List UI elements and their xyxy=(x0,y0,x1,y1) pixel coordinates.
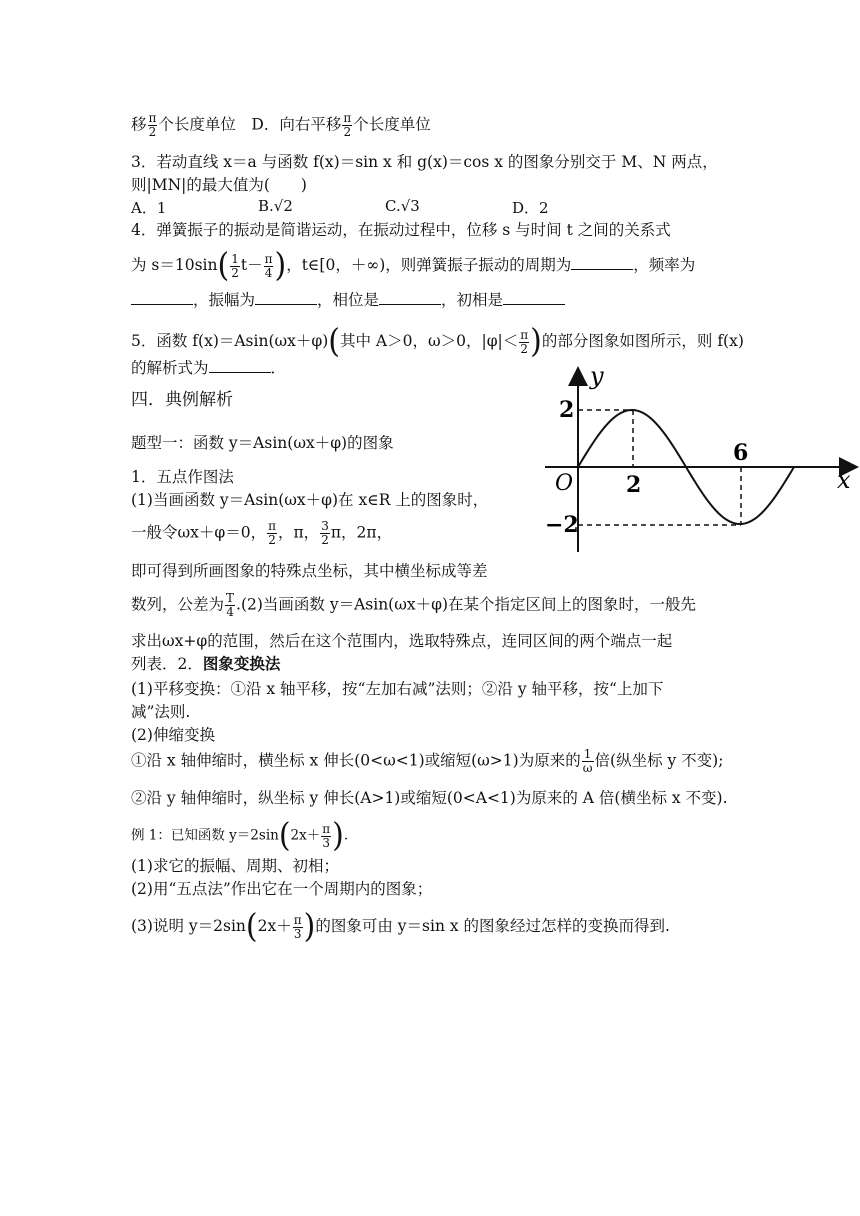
text: 个长度单位 xyxy=(353,115,431,134)
one-half-fraction: $\frac{1}{2}$ xyxy=(231,251,239,280)
y-max-label: 2 xyxy=(559,397,575,423)
method-2-line-5: ②沿 y 轴伸缩时，纵坐标 y 伸长(A>1)或缩短(0<A<1)为原来的 A 倍(横坐标 x 不变). xyxy=(131,789,728,807)
example-1-title: 例 1：已知函数 y＝2sin(2x＋ $\frac{\pi}{3}$ ). xyxy=(131,816,349,855)
one-over-omega-fraction: $\frac{1}{\omega}$ xyxy=(582,747,593,775)
y-axis-label: y xyxy=(590,362,604,390)
example-1-part-2: (2)用“五点法”作出它在一个周期内的图象； xyxy=(131,880,433,898)
pi-over-2-fraction: $\frac{\pi}{2}$ xyxy=(343,111,352,139)
example-1-part-1: (1)求它的振幅、周期、初相； xyxy=(131,857,339,875)
q5-line-2: 的解析式为 ． xyxy=(131,359,287,377)
text: 个长度单位 D．向右平移 xyxy=(158,115,342,134)
method-1-line-4: 数列，公差为 $\frac{T}{4}$ .(2)当画函数 y＝Asin(ωx＋φ)在某个指定区间上的图象时，一般先 xyxy=(131,591,697,619)
x-axis-label: x xyxy=(837,466,851,494)
method-2-line-3: (2)伸缩变换 xyxy=(131,726,215,744)
method-1-title: 1．五点作图法 xyxy=(131,468,234,486)
y-min-label: −2 xyxy=(545,512,579,538)
q3-line-2: 则|MN|的最大值为( ) xyxy=(131,176,307,194)
example-1-part-3: (3)说明 y＝2sin(2x＋ $\frac{\pi}{3}$ )的图象可由 y＝sin x 的图象经过怎样的变换而得到. xyxy=(131,907,670,946)
q3-line-1: 3．若动直线 x＝a 与函数 f(x)＝sin x 和 g(x)＝cos x 的图象分别交于 M、N 两点， xyxy=(131,153,718,171)
answer-blank xyxy=(503,290,565,305)
answer-blank xyxy=(571,255,633,270)
pi-over-2-fraction: $\frac{\pi}{2}$ xyxy=(520,327,529,356)
section-heading: 四．典例解析 xyxy=(131,390,233,410)
choice-a: A．1 xyxy=(131,199,167,217)
q4-line-3: ，振幅为 ，相位是 ，初相是 xyxy=(131,289,565,311)
choice-c: C.√3 xyxy=(385,197,420,215)
origin-label: O xyxy=(555,471,574,496)
method-1-line-5: 求出ωx+φ的范围，然后在这个范围内，选取特殊点，连同区间的两个端点一起 xyxy=(131,632,673,650)
pi-over-2-fraction: $\frac{\pi}{2}$ xyxy=(148,111,157,139)
pi-over-3-fraction: $\frac{\pi}{3}$ xyxy=(293,912,302,941)
answer-blank xyxy=(255,290,317,305)
pi-over-2-fraction: $\frac{\pi}{2}$ xyxy=(268,519,276,547)
method-1-line-3: 即可得到所画图象的特殊点坐标，其中横坐标成等差 xyxy=(131,562,488,580)
answer-blank xyxy=(209,358,271,373)
answer-blank xyxy=(379,290,441,305)
pi-over-4-fraction: $\frac{\pi}{4}$ xyxy=(264,251,273,280)
text: 移 xyxy=(131,115,147,134)
q4-line-1: 4．弹簧振子的振动是简谐运动，在振动过程中，位移 s 与时间 t 之间的关系式 xyxy=(131,221,671,239)
choice-d: D．2 xyxy=(512,199,549,217)
x-trough-label: 6 xyxy=(733,440,749,466)
t-over-4-fraction: $\frac{T}{4}$ xyxy=(226,591,235,619)
q4-line-2: 为 s＝10sin( $\frac{1}{2}$ t－ $\frac{\pi}{4}$ )，t∈[0，＋∞)，则弹簧振子振动的周期为 ，频率为 xyxy=(131,246,696,285)
pi-over-3-fraction: $\frac{\pi}{3}$ xyxy=(322,821,331,850)
q5-line-1: 5．函数 f(x)＝Asin(ωx＋φ)(其中 A＞0，ω＞0，|φ|＜ $\frac{\pi}{2}$ )的部分图象如图所示，则 f(x) xyxy=(131,322,744,361)
method-2-line-2: 减”法则. xyxy=(131,703,191,721)
type-heading: 题型一：函数 y＝Asin(ωx＋φ)的图象 xyxy=(131,434,394,452)
method-1-line-2: 一般令ωx＋φ＝0， $\frac{\pi}{2}$ ，π， $\frac{3}{2}$ π，2π， xyxy=(131,519,393,547)
x-peak-label: 2 xyxy=(626,472,642,498)
method-2-line-4: ①沿 x 轴伸缩时，横坐标 x 伸长(0<ω<1)或缩短(ω>1)为原来的 $\frac{1}{\omega}$ 倍(纵坐标 y 不变); xyxy=(131,747,724,775)
method-2-line-1: (1)平移变换：①沿 x 轴平移，按“左加右减”法则；②沿 y 轴平移，按“上加下 xyxy=(131,680,664,698)
method-1-line-6: 列表．2．图象变换法 xyxy=(131,654,281,673)
choice-b: B.√2 xyxy=(258,197,293,215)
three-over-2-fraction: $\frac{3}{2}$ xyxy=(321,519,329,547)
answer-blank xyxy=(131,290,193,305)
method-1-line-1: (1)当画函数 y＝Asin(ωx＋φ)在 x∈R 上的图象时， xyxy=(131,491,489,509)
q2-option-line xyxy=(131,112,431,139)
sine-graph xyxy=(535,362,860,557)
